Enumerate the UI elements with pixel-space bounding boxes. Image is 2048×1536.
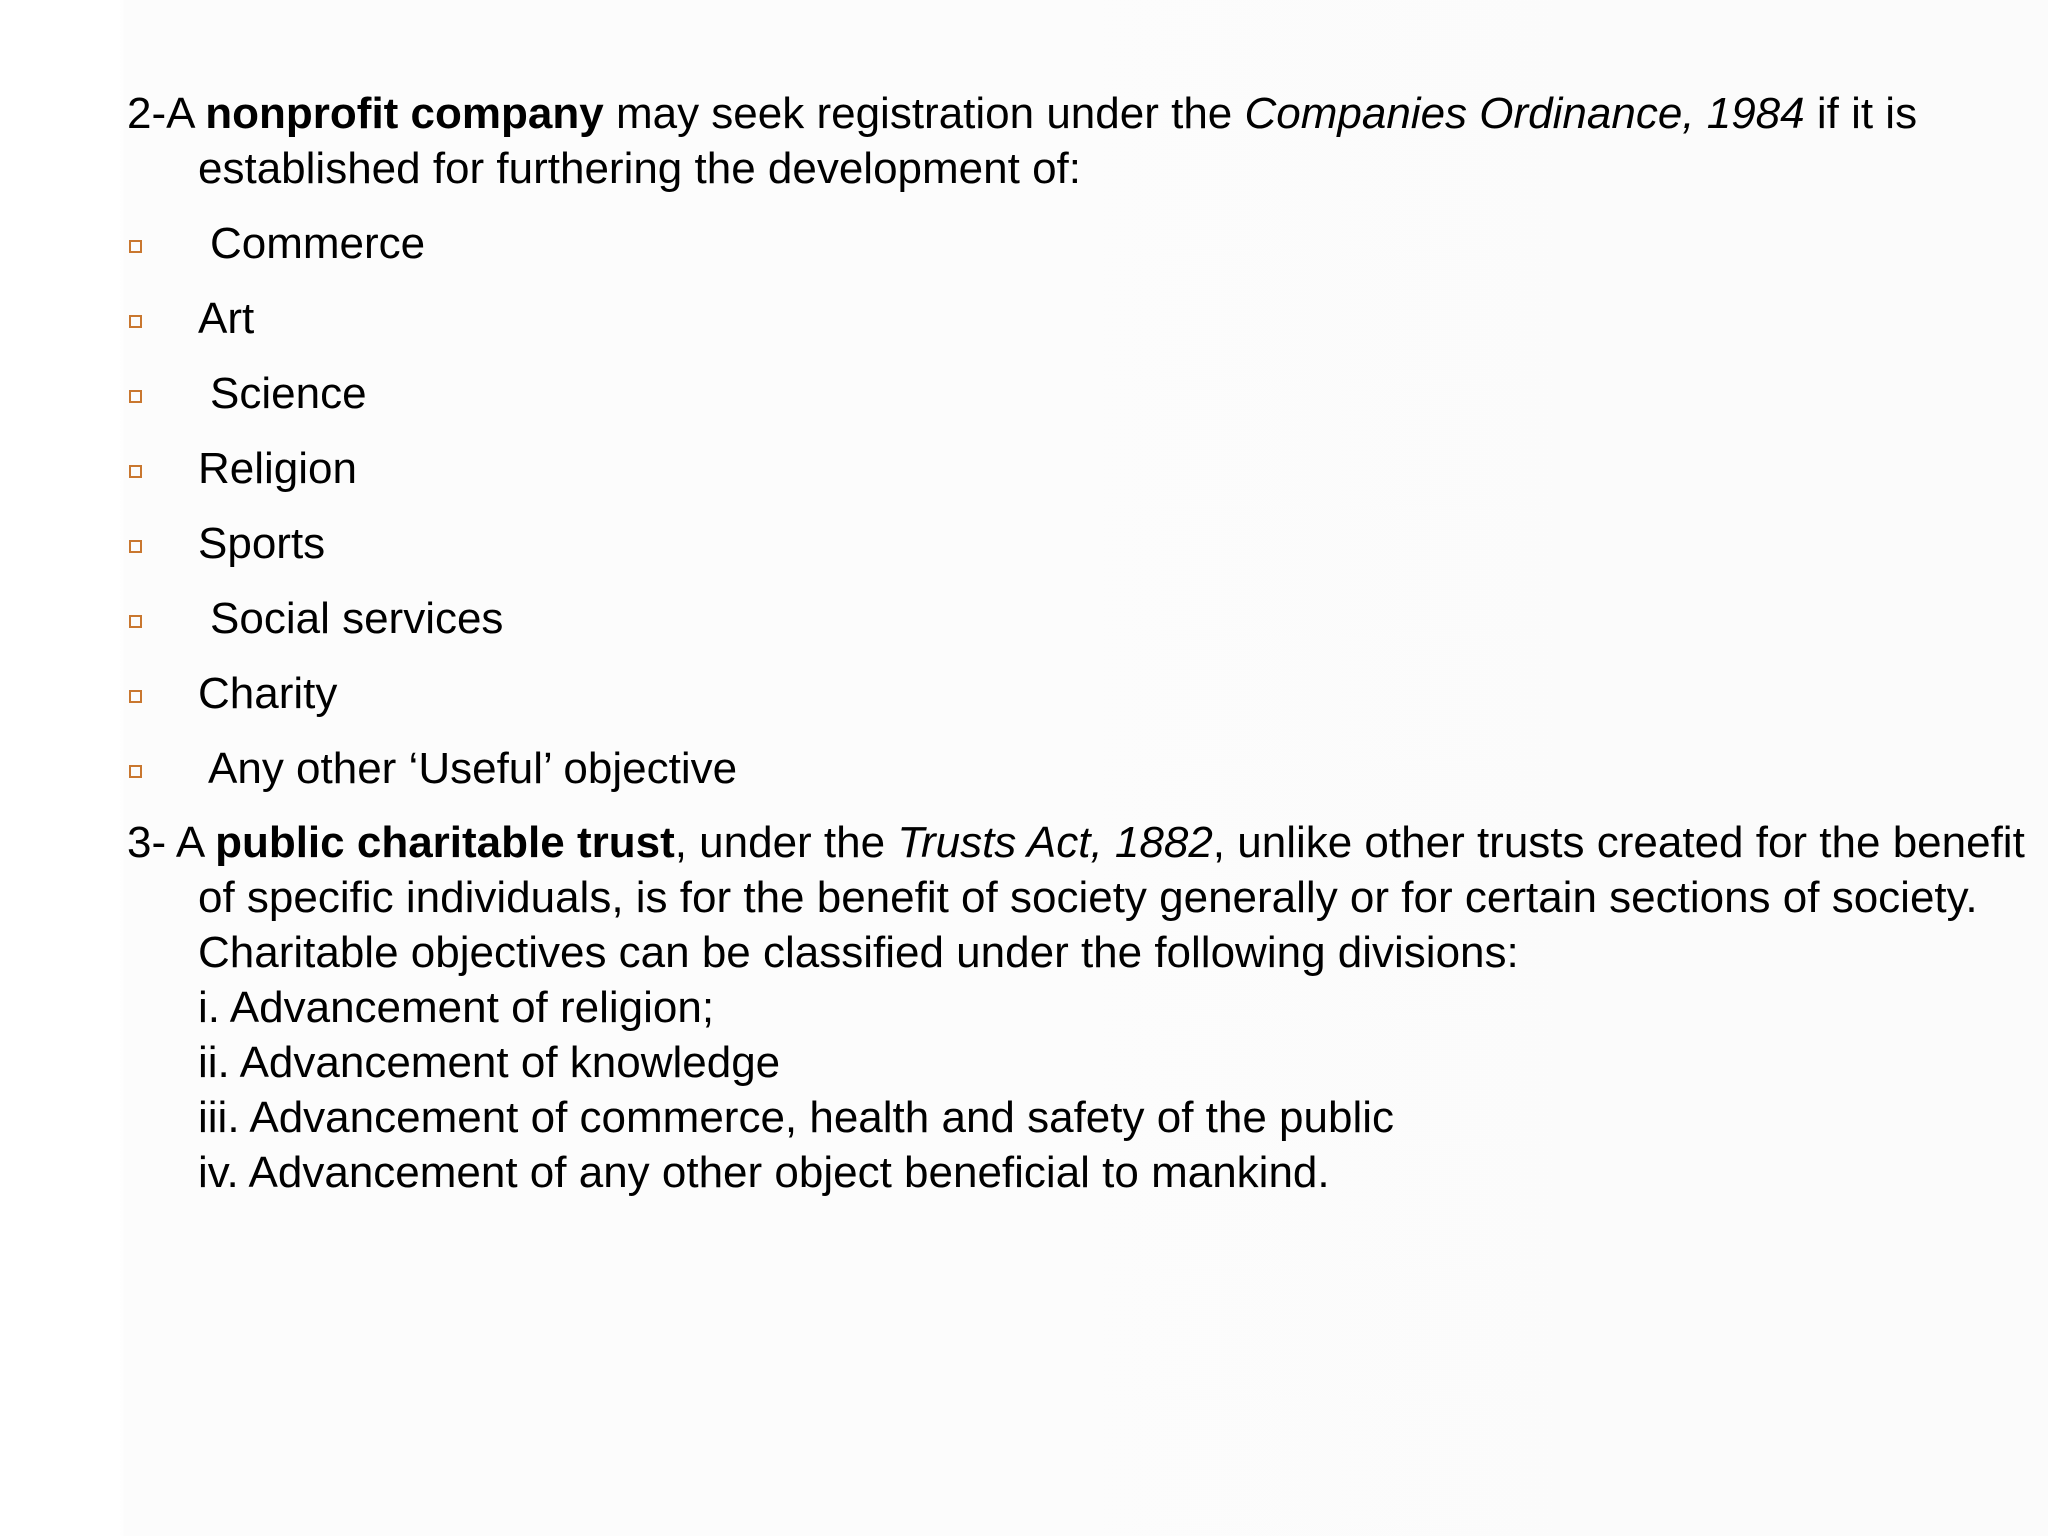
section-2-text-after-law: if it is established for furthering the development of: xyxy=(198,89,1918,193)
list-item xyxy=(127,291,2042,346)
list-item xyxy=(127,591,2042,646)
objective-label: Religion xyxy=(198,444,357,493)
list-item xyxy=(127,441,2042,496)
list-item: ii. Advancement of knowledge xyxy=(198,1038,781,1087)
square-bullet-icon xyxy=(129,315,142,328)
objective-label: Art xyxy=(198,294,255,343)
square-bullet-icon xyxy=(129,540,142,553)
list-item: iii. Advancement of commerce, health and safety of the public xyxy=(198,1093,1394,1142)
list-item xyxy=(127,216,2042,271)
slide-content xyxy=(127,86,2042,1200)
divisions-wrapper xyxy=(127,980,2042,1200)
objective-label: Any other ‘Useful’ objective xyxy=(208,744,738,793)
objectives-list xyxy=(127,216,2042,796)
section-3-number: 3- A xyxy=(127,818,216,867)
square-bullet-icon xyxy=(129,465,142,478)
list-item: i. Advancement of religion; xyxy=(198,983,715,1032)
section-2-number: 2-A xyxy=(127,89,206,138)
list-item: iv. Advancement of any other object beneficial to mankind. xyxy=(198,1148,1330,1197)
square-bullet-icon xyxy=(129,615,142,628)
section-2-text-before-law: may seek registration under the xyxy=(603,89,1245,138)
square-bullet-icon xyxy=(129,690,142,703)
objective-label: Commerce xyxy=(210,219,426,268)
square-bullet-icon xyxy=(129,765,142,778)
list-item xyxy=(127,666,2042,721)
divisions-list xyxy=(198,980,2042,1200)
paragraph-public-charitable-trust xyxy=(127,815,2042,980)
section-2-law: Companies Ordinance, 1984 xyxy=(1244,89,1805,138)
square-bullet-icon xyxy=(129,240,142,253)
paragraph-nonprofit-company xyxy=(127,86,2042,196)
list-item xyxy=(127,741,2042,796)
objective-label: Sports xyxy=(198,519,326,568)
square-bullet-icon xyxy=(129,390,142,403)
section-2-term: nonprofit company xyxy=(205,89,604,138)
objective-label: Science xyxy=(210,369,367,418)
section-3-text-after-law: , unlike other trusts created for the benefit of specific individuals, is for the benefit of society generally or for certain sections of society. Charitable objectives can be classified under the following divisions: xyxy=(198,818,2025,977)
section-3-term: public charitable trust xyxy=(215,818,675,867)
list-item xyxy=(127,516,2042,571)
objective-label: Social services xyxy=(210,594,504,643)
section-3-text-before-law: , under the xyxy=(674,818,898,867)
list-item xyxy=(127,366,2042,421)
objective-label: Charity xyxy=(198,669,338,718)
section-3-law: Trusts Act, 1882 xyxy=(897,818,1213,867)
